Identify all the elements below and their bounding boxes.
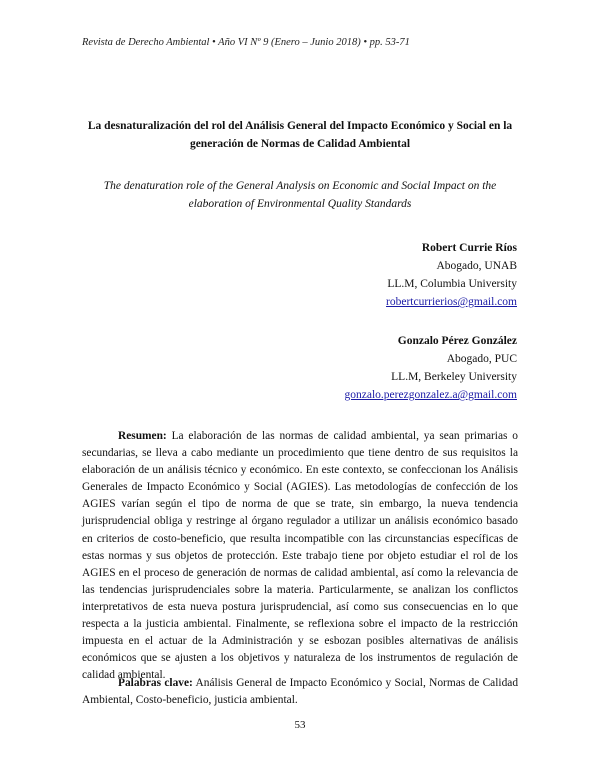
author-degree: Abogado, UNAB: [436, 260, 517, 272]
article-title: La desnaturalización del rol del Análisis General del Impacto Económico y Social en la generación de Normas de Calidad Ambiental: [87, 120, 513, 150]
author-block-1: [386, 239, 517, 311]
keywords: [82, 675, 518, 709]
keywords-text: Análisis General de Impacto Económico y Social, Normas de Calidad Ambiental, Costo-beneficio, justicia ambiental.: [82, 677, 519, 707]
author-degree: LL.M, Columbia University: [387, 278, 517, 290]
author-degree: LL.M, Berkeley University: [391, 371, 517, 383]
author-name: Robert Currie Ríos: [421, 242, 517, 254]
running-head: Revista de Derecho Ambiental • Año VI Nº 9 (Enero – Junio 2018) • pp. 53-71: [82, 37, 410, 48]
article-title-english: The denaturation role of the General Analysis on Economic and Social Impact on the elaboration of Environmental Quality Standards: [103, 180, 497, 210]
author-degree: Abogado, PUC: [446, 353, 517, 365]
abstract-label: Resumen:: [118, 430, 167, 442]
abstract: [82, 428, 518, 684]
page-number: 53: [294, 719, 306, 731]
author-block-2: [345, 332, 517, 404]
keywords-label: Palabras clave:: [118, 677, 193, 689]
author-email-link[interactable]: robertcurrierios@gmail.com: [386, 296, 517, 308]
author-name: Gonzalo Pérez González: [397, 335, 517, 347]
author-email-link[interactable]: gonzalo.perezgonzalez.a@gmail.com: [344, 389, 517, 401]
abstract-text: La elaboración de las normas de calidad ambiental, ya sean primarias o secundarias, se lleva a cabo mediante un procedimiento que tiene dentro de sus requisitos la elaboración de un análisis técnico y económico. En este contexto, se confeccionan los Análisis Generales de Impacto Económico y Social (AGIES). Las metodologías de confección de los AGIES varían según el tipo de norma de que se trate, sin embargo, la nueva tendencia jurisprudencial obliga y restringe al órgano regulador a utilizar un análisis económico basado en criterios de costo-beneficio, que resulta incompatible con las circunstancias específicas de estas normas y sus objetos de protección. Este trabajo tiene por objeto estudiar el rol de los AGIES en el proceso de generación de normas de calidad ambiental, así como la relevancia de las tendencias jurisprudenciales sobre la materia. Particularmente, se analizan los conflictos interpretativos de esta nueva postura jurisprudencial, así como sus consecuencias en lo que respecta a la justicia ambiental. Finalmente, se reflexiona sobre el impacto de la restricción impuesta en el actuar de la Administración y se esbozan posibles alternativas de análisis económicos que se ajusten a los objetivos y naturaleza de los instrumentos de regulación de calidad ambiental.: [82, 430, 518, 682]
